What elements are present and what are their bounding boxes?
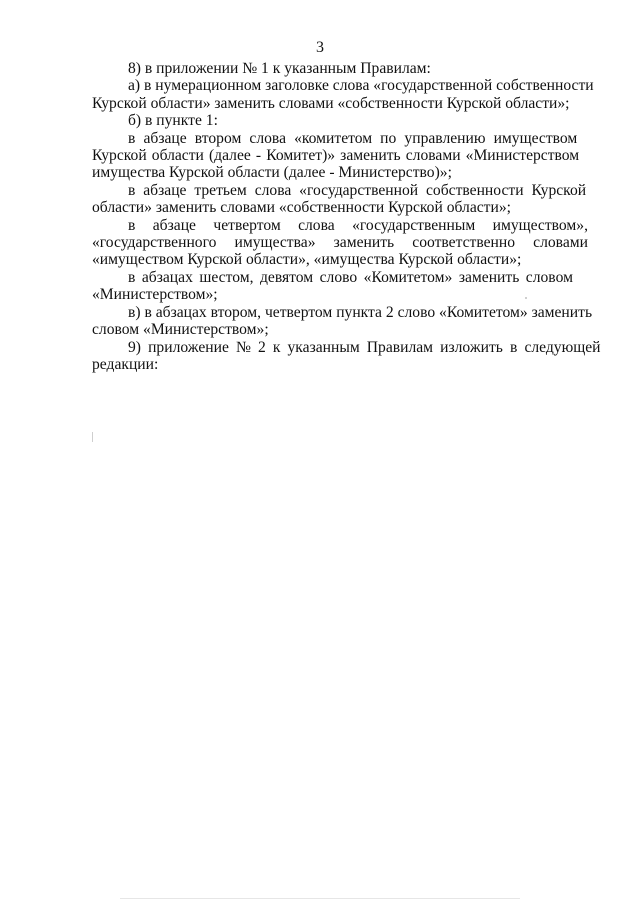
- text-line: «имуществом Курской области», «имущества Курской области»;: [92, 251, 522, 269]
- scan-artifact-bottom-edge: [120, 898, 520, 899]
- page-number: 3: [316, 39, 324, 56]
- scan-artifact-dot: [525, 297, 527, 299]
- text-line: а) в нумерационном заголовке слова «государственной собственности: [128, 77, 594, 95]
- text-line: редакции:: [92, 355, 159, 373]
- text-line: в абзацах шестом, девятом слово «Комитетом» заменить словом: [128, 268, 573, 286]
- paragraph-third: [92, 182, 588, 217]
- paragraph-fourth: [92, 217, 588, 269]
- text-line: в) в абзацах втором, четвертом пункта 2 слово «Комитетом» заменить: [128, 303, 593, 321]
- text-line: б) в пункте 1:: [128, 112, 218, 130]
- subitem-b-heading: [92, 112, 588, 129]
- word: словами: [533, 234, 588, 252]
- word: соответственно: [412, 234, 516, 252]
- text-line: 9) приложение № 2 к указанным Правилам изложить в следующей: [128, 338, 601, 356]
- word: заменить: [333, 234, 395, 252]
- item-8-heading: [92, 60, 588, 77]
- text-line: «Министерством»;: [92, 286, 218, 304]
- document-body: [92, 60, 601, 373]
- text-line: словом «Министерством»;: [92, 321, 269, 339]
- text-line: области» заменить словами «собственности Курской области»;: [92, 199, 511, 217]
- item-9: [92, 338, 601, 374]
- text-line: в абзаце третьем слова «государственной собственности Курской: [128, 181, 587, 199]
- word: в: [128, 216, 136, 234]
- text-line: Курской области (далее - Комитет)» заменить словами «Министерством: [92, 147, 580, 165]
- scan-artifact-line: [92, 432, 93, 442]
- word: имущества»: [234, 234, 316, 252]
- text-line: имущества Курской области (далее - Министерство)»;: [92, 164, 452, 182]
- word: слова: [298, 216, 335, 234]
- word: «государственным: [352, 216, 476, 234]
- subitem-a: [92, 77, 594, 112]
- justified-line: [92, 234, 588, 251]
- justified-line: [92, 217, 588, 234]
- word: «государственного: [92, 234, 217, 252]
- word: имуществом»,: [492, 216, 588, 234]
- text-line: Курской области» заменить словами «собственности Курской области»;: [92, 94, 570, 112]
- paragraph-sixth-ninth: [92, 269, 588, 304]
- paragraph-second: [92, 130, 588, 182]
- word: абзаце: [152, 216, 196, 234]
- text-line: в абзаце втором слова «комитетом по управлению имуществом: [128, 129, 578, 147]
- subitem-v: [92, 303, 593, 339]
- text-line: 8) в приложении № 1 к указанным Правилам:: [128, 60, 431, 77]
- word: четвертом: [213, 216, 281, 234]
